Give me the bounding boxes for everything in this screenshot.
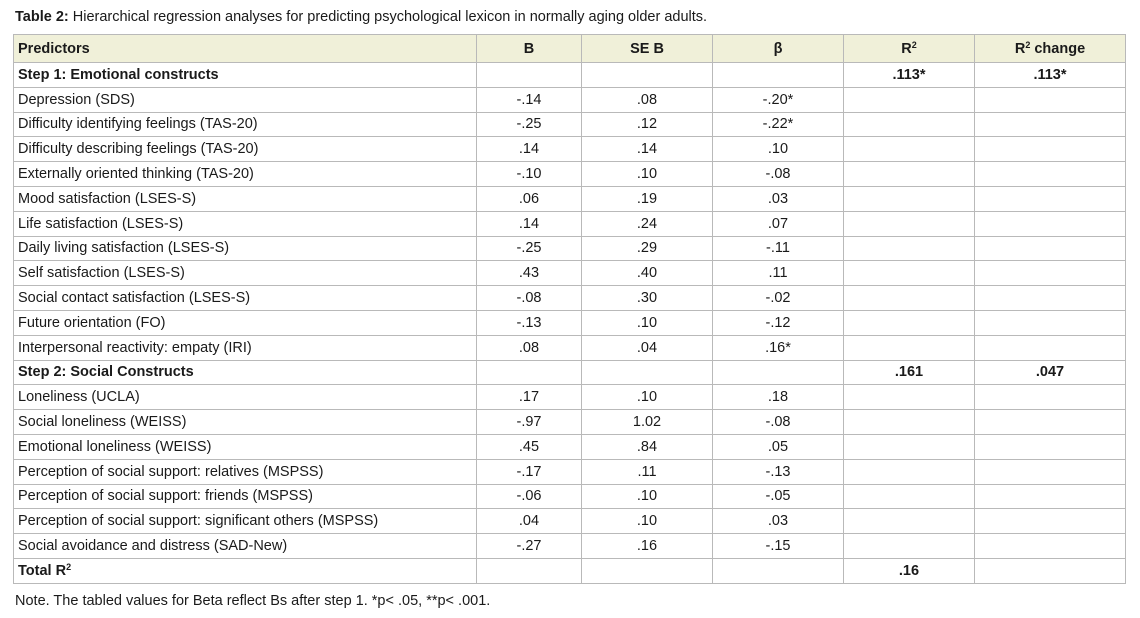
empty-cell (975, 162, 1126, 187)
beta-cell: -.08 (713, 410, 844, 435)
b-cell: -.06 (477, 484, 582, 509)
step1-row (14, 63, 1126, 88)
predictor-cell: Social contact satisfaction (LSES-S) (14, 286, 477, 311)
empty-cell (844, 211, 975, 236)
table-row (14, 211, 1126, 236)
se-b-cell: .14 (582, 137, 713, 162)
empty-cell (975, 534, 1126, 559)
empty-cell (477, 63, 582, 88)
empty-cell (844, 534, 975, 559)
beta-cell: -.11 (713, 236, 844, 261)
b-cell: -.10 (477, 162, 582, 187)
b-cell: -.25 (477, 112, 582, 137)
total-r2: .16 (844, 558, 975, 583)
empty-cell (975, 261, 1126, 286)
beta-cell: -.20* (713, 87, 844, 112)
empty-cell (844, 310, 975, 335)
empty-cell (975, 186, 1126, 211)
predictor-cell: Life satisfaction (LSES-S) (14, 211, 477, 236)
beta-cell: .18 (713, 385, 844, 410)
table-row (14, 410, 1126, 435)
se-b-cell: .10 (582, 310, 713, 335)
b-cell: .14 (477, 137, 582, 162)
beta-cell: .03 (713, 186, 844, 211)
se-b-cell: .12 (582, 112, 713, 137)
predictor-cell: Perception of social support: significant others (MSPSS) (14, 509, 477, 534)
beta-cell: -.08 (713, 162, 844, 187)
empty-cell (975, 286, 1126, 311)
beta-cell: .16* (713, 335, 844, 360)
table-caption (15, 8, 707, 26)
table-row (14, 186, 1126, 211)
table-row (14, 236, 1126, 261)
table-row (14, 286, 1126, 311)
table-row (14, 534, 1126, 559)
table-row (14, 509, 1126, 534)
caption-text: Hierarchical regression analyses for predicting psychological lexicon in normally aging older adults. (68, 9, 708, 25)
predictor-cell: Perception of social support: friends (MSPSS) (14, 484, 477, 509)
predictor-cell: Externally oriented thinking (TAS-20) (14, 162, 477, 187)
caption-label: Table 2: (15, 9, 69, 25)
empty-cell (844, 87, 975, 112)
header-r2change-base: R (1014, 40, 1026, 57)
table-row (14, 112, 1126, 137)
empty-cell (844, 186, 975, 211)
empty-cell (844, 509, 975, 534)
predictor-cell: Mood satisfaction (LSES-S) (14, 186, 477, 211)
beta-cell: -.13 (713, 459, 844, 484)
b-cell: -.25 (477, 236, 582, 261)
empty-cell (713, 558, 844, 583)
empty-cell (975, 558, 1126, 583)
se-b-cell: .10 (582, 484, 713, 509)
empty-cell (975, 459, 1126, 484)
header-b: B (477, 35, 582, 63)
step2-label: Step 2: Social Constructs (14, 360, 477, 385)
header-r2-change (975, 35, 1126, 63)
empty-cell (844, 459, 975, 484)
empty-cell (844, 335, 975, 360)
empty-cell (582, 360, 713, 385)
empty-cell (975, 310, 1126, 335)
table-row (14, 385, 1126, 410)
empty-cell (844, 112, 975, 137)
beta-cell: .07 (713, 211, 844, 236)
empty-cell (844, 137, 975, 162)
step2-r2: .161 (844, 360, 975, 385)
header-r2-base: R (901, 40, 912, 57)
empty-cell (975, 410, 1126, 435)
b-cell: .45 (477, 434, 582, 459)
predictor-cell: Perception of social support: relatives (MSPSS) (14, 459, 477, 484)
se-b-cell: .11 (582, 459, 713, 484)
beta-cell: -.05 (713, 484, 844, 509)
header-beta: β (713, 35, 844, 63)
predictor-cell: Social loneliness (WEISS) (14, 410, 477, 435)
se-b-cell: 1.02 (582, 410, 713, 435)
table-note: Note. The tabled values for Beta reflect Bs after step 1. *p< .05, **p< .001. (15, 593, 491, 609)
predictor-cell: Emotional loneliness (WEISS) (14, 434, 477, 459)
b-cell: -.14 (477, 87, 582, 112)
predictor-cell: Loneliness (UCLA) (14, 385, 477, 410)
empty-cell (975, 385, 1126, 410)
b-cell: .06 (477, 186, 582, 211)
empty-cell (713, 63, 844, 88)
predictor-cell: Difficulty identifying feelings (TAS-20) (14, 112, 477, 137)
total-row (14, 558, 1126, 583)
empty-cell (844, 261, 975, 286)
table-row (14, 261, 1126, 286)
beta-cell: -.15 (713, 534, 844, 559)
table-row (14, 87, 1126, 112)
header-row (14, 35, 1126, 63)
empty-cell (975, 434, 1126, 459)
empty-cell (844, 162, 975, 187)
empty-cell (975, 509, 1126, 534)
predictor-cell: Difficulty describing feelings (TAS-20) (14, 137, 477, 162)
empty-cell (975, 236, 1126, 261)
table-row (14, 310, 1126, 335)
table-row (14, 162, 1126, 187)
se-b-cell: .08 (582, 87, 713, 112)
predictor-cell: Social avoidance and distress (SAD-New) (14, 534, 477, 559)
empty-cell (844, 484, 975, 509)
total-label (14, 558, 477, 583)
beta-cell: .11 (713, 261, 844, 286)
table-row (14, 484, 1126, 509)
beta-cell: -.22* (713, 112, 844, 137)
b-cell: .08 (477, 335, 582, 360)
predictor-cell: Interpersonal reactivity: empaty (IRI) (14, 335, 477, 360)
b-cell: -.13 (477, 310, 582, 335)
b-cell: -.08 (477, 286, 582, 311)
empty-cell (844, 410, 975, 435)
empty-cell (582, 558, 713, 583)
header-se-b: SE B (582, 35, 713, 63)
empty-cell (844, 236, 975, 261)
empty-cell (844, 385, 975, 410)
se-b-cell: .04 (582, 335, 713, 360)
step2-row (14, 360, 1126, 385)
b-cell: -.97 (477, 410, 582, 435)
b-cell: -.17 (477, 459, 582, 484)
beta-cell: .10 (713, 137, 844, 162)
se-b-cell: .10 (582, 385, 713, 410)
empty-cell (975, 335, 1126, 360)
b-cell: .14 (477, 211, 582, 236)
header-r2 (844, 35, 975, 63)
se-b-cell: .10 (582, 509, 713, 534)
table-row (14, 434, 1126, 459)
beta-cell: .03 (713, 509, 844, 534)
predictor-cell: Self satisfaction (LSES-S) (14, 261, 477, 286)
empty-cell (844, 434, 975, 459)
empty-cell (975, 137, 1126, 162)
predictor-cell: Future orientation (FO) (14, 310, 477, 335)
empty-cell (713, 360, 844, 385)
predictor-cell: Depression (SDS) (14, 87, 477, 112)
header-r2-sup: 2 (911, 39, 917, 50)
beta-cell: -.02 (713, 286, 844, 311)
table-row (14, 459, 1126, 484)
total-label-sup: 2 (66, 561, 72, 572)
beta-cell: -.12 (713, 310, 844, 335)
se-b-cell: .29 (582, 236, 713, 261)
header-r2change-sup: 2 (1025, 39, 1031, 50)
se-b-cell: .16 (582, 534, 713, 559)
predictor-cell: Daily living satisfaction (LSES-S) (14, 236, 477, 261)
total-label-base: Total R (18, 562, 67, 579)
empty-cell (975, 211, 1126, 236)
regression-table (13, 34, 1126, 584)
empty-cell (975, 87, 1126, 112)
header-r2change-rest: change (1030, 40, 1086, 57)
b-cell: .43 (477, 261, 582, 286)
se-b-cell: .19 (582, 186, 713, 211)
step1-r2: .113* (844, 63, 975, 88)
empty-cell (844, 286, 975, 311)
step2-r2-change: .047 (975, 360, 1126, 385)
se-b-cell: .30 (582, 286, 713, 311)
beta-cell: .05 (713, 434, 844, 459)
header-predictors: Predictors (14, 35, 477, 63)
table-row (14, 137, 1126, 162)
se-b-cell: .10 (582, 162, 713, 187)
empty-cell (477, 360, 582, 385)
empty-cell (582, 63, 713, 88)
empty-cell (477, 558, 582, 583)
step1-r2-change: .113* (975, 63, 1126, 88)
se-b-cell: .40 (582, 261, 713, 286)
step1-label: Step 1: Emotional constructs (14, 63, 477, 88)
b-cell: .17 (477, 385, 582, 410)
se-b-cell: .84 (582, 434, 713, 459)
empty-cell (975, 112, 1126, 137)
b-cell: .04 (477, 509, 582, 534)
se-b-cell: .24 (582, 211, 713, 236)
empty-cell (975, 484, 1126, 509)
table-row (14, 335, 1126, 360)
b-cell: -.27 (477, 534, 582, 559)
